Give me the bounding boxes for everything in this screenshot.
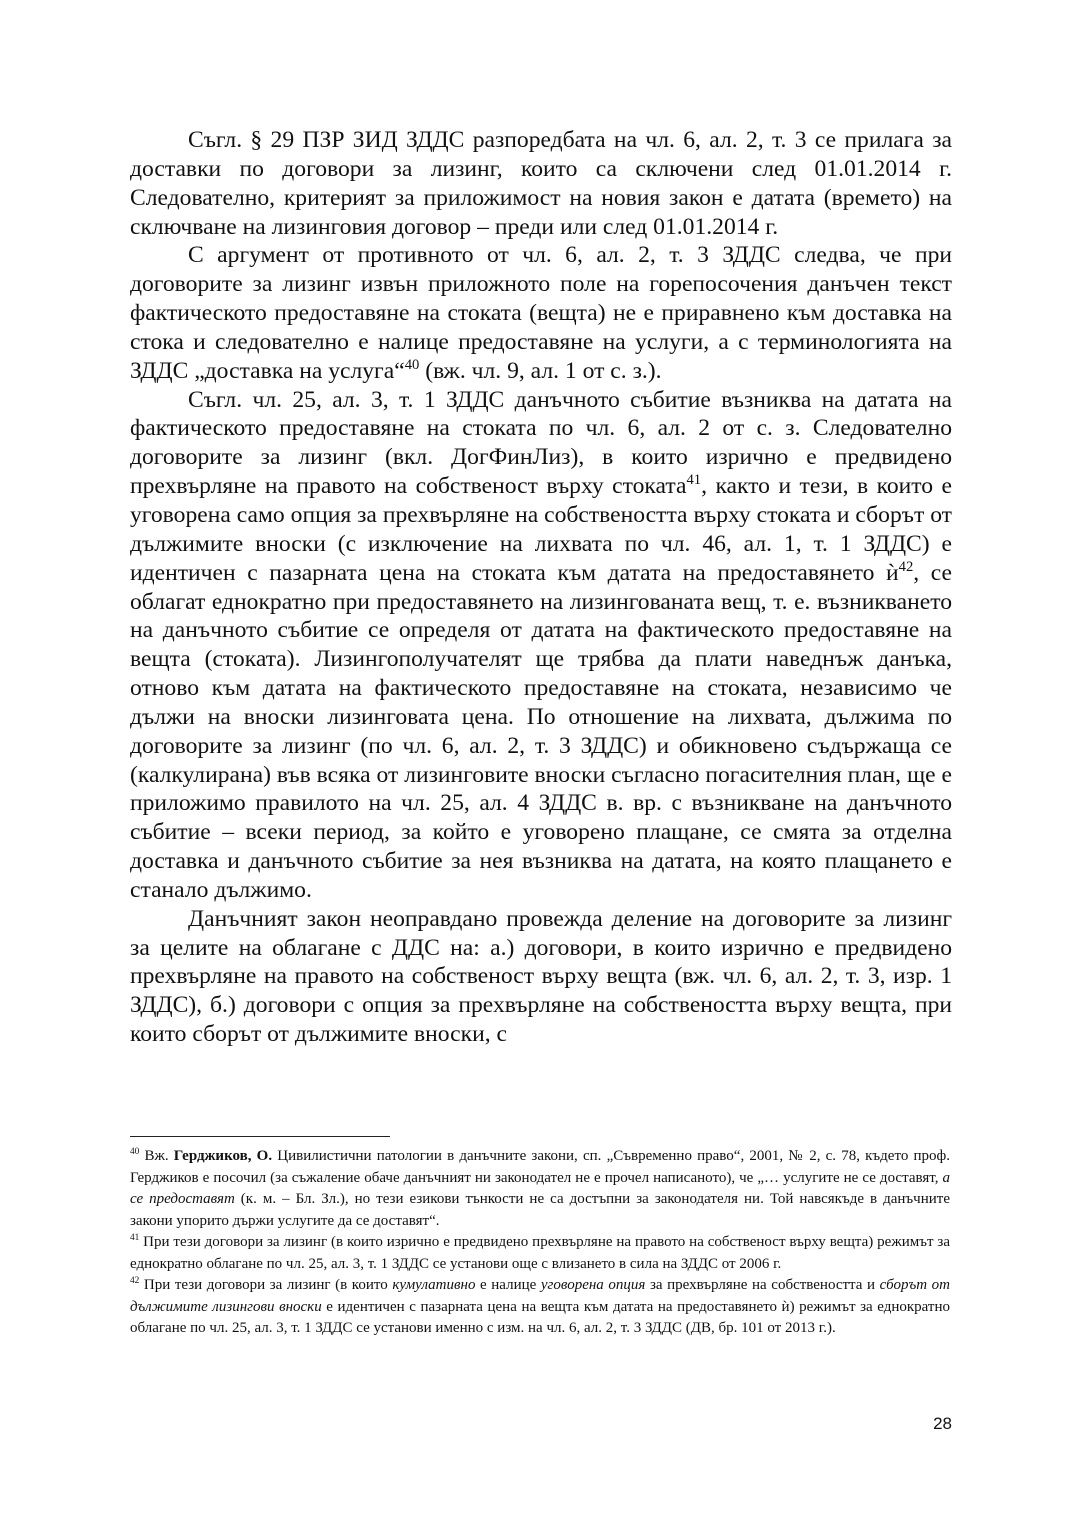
paragraph-2	[130, 241, 952, 385]
footnote-number-40: 40	[130, 1147, 140, 1157]
footnote-42-text-2: е налице	[475, 1277, 541, 1293]
footnote-number-42: 42	[130, 1276, 140, 1286]
footnote-42-italic-3: сборът от дължимите лизингови вноски	[130, 1277, 950, 1315]
footnote-42-text-3: за прехвърляне на собствеността и	[645, 1277, 880, 1293]
footnote-41	[130, 1232, 950, 1275]
paragraph-2-text-end: (вж. чл. 9, ал. 1 от с. з.).	[419, 357, 662, 384]
footnote-40-text: Вж.	[139, 1148, 174, 1164]
footnote-40-text-2: Цивилистични патологии в данъчните закони, сп. „Съвременно право“, 2001, № 2, с. 78, където проф. Герджиков е посочил (за съжаление обаче данъчният ни законодател не е прочел написаното), че „… услугите не се доставят,	[130, 1148, 950, 1186]
page-number: 28	[933, 1414, 952, 1433]
paragraph-3-text: Съгл. чл. 25, ал. 3, т. 1 ЗДДС данъчното събитие възниква на датата на фактическото предоставяне на стоката по чл. 6, ал. 2 от с. з. Следователно договорите за лизинг (вкл. ДогФинЛиз), в които изрично е предвидено прехвърляне на правото на собственост върху стоката	[130, 386, 952, 500]
footnote-42-text: При тези договори за лизинг (в които	[139, 1277, 393, 1293]
footnote-40-author: Герджиков, О.	[173, 1148, 273, 1164]
footnote-42-text-4: е идентичен с пазарната цена на вещта към датата на предоставянето ѝ) режимът за еднократно облагане по чл. 25, ал. 3, т. 1 ЗДДС се установи именно с изм. на чл. 6, ал. 2, т. 3 ЗДДС (ДВ, бр. 101 от 2013 г.).	[130, 1298, 950, 1336]
footnote-42	[130, 1275, 950, 1340]
footnote-40	[130, 1146, 950, 1232]
footnote-ref-40[interactable]: 40	[404, 356, 420, 373]
paragraph-3-text-end: , се облагат еднократно при предоставянето на лизингованата вещ, т. е. възникването на данъчното събитие се определя от датата на фактическото предоставяне на вещта (стоката). Лизингополучателят ще трябва да плати наведнъж данъка, отново към датата на фактическото предоставяне на стоката, независимо че дължи на вноски лизинговата цена. По отношение на лихвата, дължима по договорите за лизинг (по чл. 6, ал. 2, т. 3 ЗДДС) и обикновено съдържаща се (калкулирана) във всяка от лизинговите вноски съгласно погасителния план, ще е приложимо правилото на чл. 25, ал. 4 ЗДДС в. вр. с възникване на данъчното събитие – всеки период, за който е уговорено плащане, се смята за отделна доставка и данъчното събитие за нея възниква на датата, на която плащането е станало дължимо.	[130, 559, 953, 903]
body-text	[130, 126, 952, 1049]
footnotes	[130, 1146, 950, 1340]
paragraph-2-text: С аргумент от противното от чл. 6, ал. 2, т. 3 ЗДДС следва, че при договорите за лизинг извън приложното поле на горепосочения данъчен текст фактическото предоставяне на стоката (вещта) не е приравнено към доставка на стока и следователно е налице предоставяне на услуги, а с терминологията на ЗДДС „доставка на услуга“	[130, 242, 952, 384]
footnote-ref-42[interactable]: 42	[898, 558, 914, 575]
footnote-separator	[130, 1136, 390, 1137]
footnote-42-italic-1: кумулативно	[392, 1277, 476, 1293]
footnote-ref-41[interactable]: 41	[686, 472, 702, 489]
paragraph-4: Данъчният закон неоправдано провежда деление на договорите за лизинг за целите на облагане с ДДС на: а.) договори, в които изрично е предвидено прехвърляне на правото на собственост върху вещта (вж. чл. 6, ал. 2, т. 3, изр. 1 ЗДДС), б.) договори с опция за прехвърляне на собствеността върху вещта, при които сборът от дължимите вноски, с	[130, 905, 952, 1048]
paragraph-1: Съгл. § 29 ПЗР ЗИД ЗДДС разпоредбата на чл. 6, ал. 2, т. 3 се прилага за доставки по договори за лизинг, които са сключени след 01.01.2014 г. Следователно, критерият за приложимост на новия закон е датата (времето) на сключване на лизинговия договор – преди или след 01.01.2014 г.	[130, 127, 952, 240]
footnote-41-text: При тези договори за лизинг (в които изрично е предвидено прехвърляне на правото на собственост върху вещта) режимът за еднократно облагане по чл. 25, ал. 3, т. 1 ЗДДС се установи още с влизането в сила на ЗДДС от 2006 г.	[130, 1234, 950, 1272]
footnote-40-italic: а се предоставят	[130, 1169, 950, 1207]
paragraph-3-text-mid: , както и тези, в които е уговорена само опция за прехвърляне на собствеността върху стоката и сборът от дължимите вноски (с изключение на лихвата по чл. 46, ал. 1, т. 1 ЗДДС) е идентичен с пазарната цена на стоката към датата на предоставянето ѝ	[130, 473, 953, 586]
footnote-40-text-3: (к. м. – Бл. Зл.), но тези езикови тънкости не са достъпни за законодателя ни. Той навсякъде в данъчните закони упорито държи услугите да се доставят“.	[130, 1191, 950, 1229]
footnote-42-italic-2: уговорена опция	[540, 1277, 646, 1293]
footnote-number-41: 41	[130, 1233, 140, 1243]
paragraph-3	[130, 386, 952, 905]
